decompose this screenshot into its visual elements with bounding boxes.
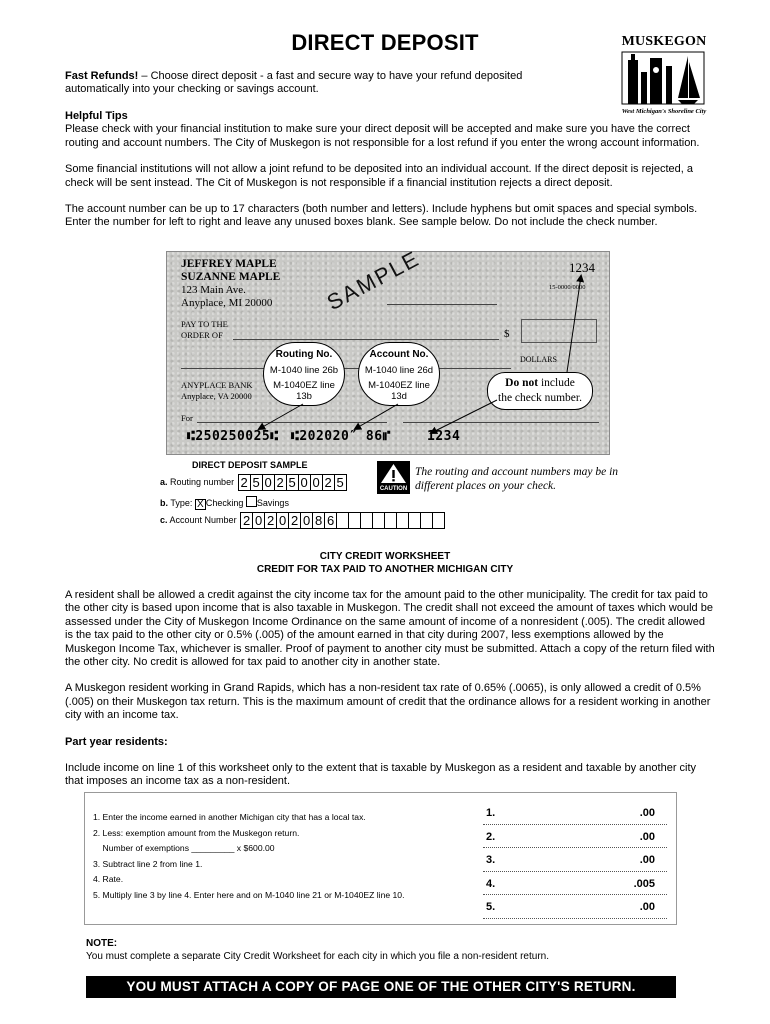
account-number-boxes <box>241 512 445 529</box>
check-name-2: SUZANNE MAPLE <box>181 271 281 283</box>
account-digit-box[interactable]: 0 <box>300 512 313 529</box>
routing-digit-box[interactable]: 5 <box>286 474 299 491</box>
worksheet-item: 3. Subtract line 2 from line 1. <box>93 858 203 869</box>
routing-bubble-line-1: M-1040 line 26b <box>269 365 339 376</box>
warning-icon <box>377 461 410 485</box>
page-title: DIRECT DEPOSIT <box>291 30 479 55</box>
attach-copy-banner: YOU MUST ATTACH A COPY OF PAGE ONE OF THE OTHER CITY'S RETURN. <box>86 976 676 998</box>
micr-routing: ⑆250250025⑆ <box>187 429 279 444</box>
worksheet-line-3[interactable]: 3. .00 <box>483 848 667 872</box>
routing-digit-box[interactable]: 2 <box>322 474 335 491</box>
check-address-2: Anyplace, MI 20000 <box>181 297 273 309</box>
savings-checkbox[interactable] <box>246 496 257 507</box>
account-digit-box[interactable]: 0 <box>276 512 289 529</box>
worksheet-line-2[interactable]: 2. .00 <box>483 825 667 849</box>
worksheet-line-5[interactable]: 5. .00 <box>483 895 667 919</box>
check-for-label: For <box>181 413 193 423</box>
caution-sign <box>377 461 410 494</box>
routing-bubble-line-2: M-1040EZ line 13b <box>273 380 335 402</box>
tips-paragraph-1: Please check with your financial institution to make sure your direct deposit will be accepted and make sure you have the correct routing and account numbers. The City of Muskegon is not responsible for a lost refund if you enter the wrong account information. <box>65 123 700 149</box>
check-watermark: SAMPLE <box>322 245 424 316</box>
check-fraction: 15-0000/0000 <box>549 284 586 291</box>
worksheet-title-2: CREDIT FOR TAX PAID TO ANOTHER MICHIGAN CITY <box>256 564 514 575</box>
worksheet-item: 2. Less: exemption amount from the Muskegon return. <box>93 827 300 838</box>
worksheet-line-1[interactable]: 1. .00 <box>483 801 667 825</box>
note-section <box>86 937 549 963</box>
worksheet-item: Number of exemptions _________ x $600.00 <box>93 843 275 854</box>
routing-number-boxes <box>239 474 347 491</box>
worksheet-amount-lines <box>483 801 667 919</box>
account-bubble-line-1: M-1040 line 26d <box>364 365 434 376</box>
pay-to-line-2: ORDER OF <box>181 329 223 340</box>
worksheet-paragraph-3: Include income on line 1 of this worksheet only to the extent that is taxable by Muskegon as a resident and taxable by another city that imposes an income tax as a non-resident. <box>65 762 697 788</box>
pointer-arrows <box>167 252 609 454</box>
worksheet-paragraph-1: A resident shall be allowed a credit against the city income tax for the amount paid to the other municipality. The credit for tax paid to the other city is based upon income that is also taxable in Muskegon. The credit shall not exceed the amount of taxes which would be assessed under the City of Muskegon Income Ordinance on the same amount of income of a nonresident (.005). The credit allowed is the tax paid to the other city or 0.5% (.005) of the amount earned in that city during 2007, less exemptions allowed by the Muskegon Income Tax, whichever is smaller. Proof of payment to another city must be submitted. Attach a copy of the return filed with the other city. No credit is allowed for tax paid to another city in another state. <box>65 589 715 669</box>
micr-check-number: 1234 <box>427 429 461 444</box>
account-digit-box[interactable]: 2 <box>264 512 277 529</box>
tips-paragraph-3: The account number can be up to 17 characters (both number and letters). Include hyphens but omit spaces and special symbols. Enter the number for left to right and leave any unused boxes blank. See sample below. Do not include the check number. <box>65 203 698 229</box>
account-digit-box[interactable]: 6 <box>324 512 337 529</box>
account-bubble-line-2: M-1040EZ line 13d <box>368 380 430 402</box>
worksheet-body <box>65 589 715 789</box>
helpful-tips-section <box>65 110 715 230</box>
routing-digit-box[interactable]: 0 <box>298 474 311 491</box>
sample-check <box>166 245 610 455</box>
savings-label: Savings <box>256 498 289 508</box>
checking-checkbox[interactable]: X <box>195 499 206 510</box>
account-digit-box[interactable] <box>432 512 445 529</box>
check-number: 1234 <box>569 260 595 275</box>
routing-bubble-title: Routing No. <box>275 349 333 360</box>
account-digit-box[interactable]: 0 <box>252 512 265 529</box>
logo-name: MUSKEGON <box>621 34 707 49</box>
logo-skyline-icon <box>614 50 714 108</box>
worksheet-instructions <box>93 810 404 904</box>
check-dollar-sign: $ <box>504 328 510 340</box>
check-address-1: 123 Main Ave. <box>181 284 246 296</box>
account-bubble-title: Account No. <box>369 349 429 360</box>
bank-address: Anyplace, VA 20000 <box>181 390 252 401</box>
check-note-rest: include <box>538 377 575 389</box>
worksheet-item: 1. Enter the income earned in another Michigan city that has a local tax. <box>93 812 366 822</box>
logo-tagline: West Michigan's Shoreline City <box>621 108 707 115</box>
worksheet-title-1: CITY CREDIT WORKSHEET <box>319 551 451 562</box>
account-digit-box[interactable]: 8 <box>312 512 325 529</box>
worksheet-paragraph-2: A Muskegon resident working in Grand Rapids, which has a non-resident tax rate of 0.65% (.0065), is only allowed a credit of 0.5% (.005) on their Muskegon tax return. This is the maximum amount of credit that the ordinance allows for a resident working in another city with an income tax. <box>65 682 711 722</box>
routing-digit-box[interactable]: 5 <box>334 474 347 491</box>
bank-name: ANYPLACE BANK <box>181 380 253 390</box>
note-text: You must complete a separate City Credit Worksheet for each city in which you file a non-resident return. <box>86 951 550 962</box>
pay-to-line-1: PAY TO THE <box>181 319 228 329</box>
worksheet-title <box>0 550 770 576</box>
worksheet-line-4[interactable]: 4. .005 <box>483 872 667 896</box>
intro-paragraph <box>65 70 535 97</box>
routing-digit-box[interactable]: 2 <box>274 474 287 491</box>
micr-account: ⑆202020″ 86⑈ <box>291 429 391 444</box>
muskegon-logo <box>614 34 714 120</box>
account-digit-box[interactable]: 2 <box>288 512 301 529</box>
routing-digit-box[interactable]: 2 <box>238 474 251 491</box>
check-note-bold: Do not <box>505 377 539 389</box>
account-digit-box[interactable]: 2 <box>240 512 253 529</box>
sample-heading: DIRECT DEPOSIT SAMPLE <box>192 460 308 470</box>
routing-digit-box[interactable]: 0 <box>262 474 275 491</box>
check-dollars-label: DOLLARS <box>520 355 557 364</box>
tips-paragraph-2: Some financial institutions will not allow a joint refund to be deposited into an individual account. If the direct deposit is rejected, a check will be sent instead. The Cit of Muskegon is not responsible if a financial institution rejects a direct deposit. <box>65 163 693 189</box>
routing-digit-box[interactable]: 5 <box>250 474 263 491</box>
intro-text: – Choose direct deposit - a fast and secure way to have your refund deposited automatically into your checking or savings account. <box>65 70 523 96</box>
sample-routing-row: a. Routing number 2 5 0 2 5 0 0 2 5 <box>160 474 347 491</box>
tips-heading: Helpful Tips <box>65 110 128 122</box>
sample-type-row: b. Type: X Checking Savings <box>160 498 289 510</box>
worksheet-box <box>84 792 677 925</box>
check-note-line-2: the check number. <box>498 392 582 404</box>
caution-label: CAUTION <box>379 486 408 492</box>
part-year-heading: Part year residents: <box>65 735 168 748</box>
worksheet-item: 4. Rate. <box>93 874 124 885</box>
worksheet-item: 5. Multiply line 3 by line 4. Enter here and on M-1040 line 21 or M-1040EZ line 10. <box>93 889 405 900</box>
caution-note: The routing and account numbers may be in different places on your check. <box>415 466 619 492</box>
check-name-1: JEFFREY MAPLE <box>181 258 277 270</box>
checking-label: Checking <box>205 498 244 508</box>
routing-digit-box[interactable]: 0 <box>310 474 323 491</box>
note-heading: NOTE: <box>86 938 118 949</box>
sample-account-row: c. Account Number 2 0 2 0 2 0 8 6 <box>160 512 445 529</box>
intro-lead: Fast Refunds! <box>65 70 139 82</box>
